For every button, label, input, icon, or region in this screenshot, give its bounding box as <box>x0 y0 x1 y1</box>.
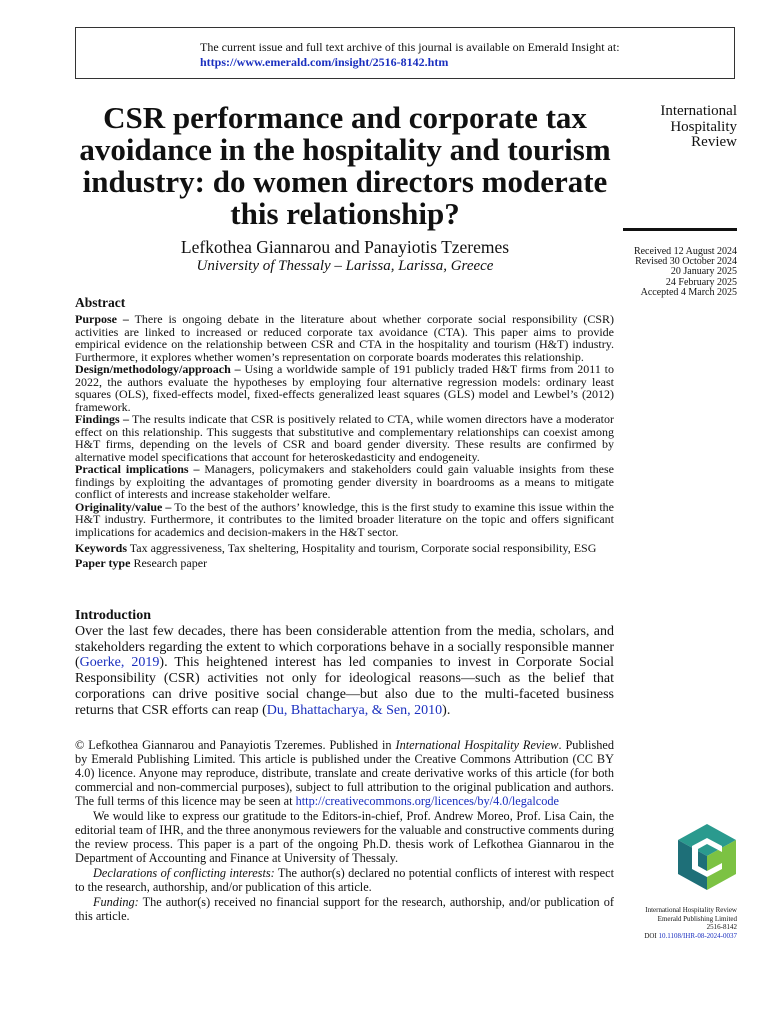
paper-type <box>75 556 614 571</box>
journal-name-line: International <box>660 103 737 119</box>
funding-label: Funding: <box>93 895 139 909</box>
date-revised-2: 20 January 2025 <box>670 266 737 278</box>
footnotes-section <box>75 738 614 923</box>
conflict-label: Declarations of conflicting interests: <box>93 866 275 880</box>
paper-type-value: Research paper <box>130 556 208 570</box>
date-revised-3: 24 February 2025 <box>665 276 737 288</box>
emerald-logo <box>676 822 738 892</box>
introduction-section <box>75 607 614 718</box>
abstract-text: Managers, policymakers and stakeholders could gain valuable insights from these findings by exploiting the advantages of promoting gender diversity in boardrooms as a means to mitigate conflict of interests and increase stakeholder welfare. <box>75 462 614 501</box>
license-note <box>75 738 614 808</box>
keywords-label: Keywords <box>75 541 127 555</box>
license-text: . Published by Emerald Publishing Limited. This article is published under the Creative Commons Attribution (CC BY 4.0) licence. Anyone may reproduce, distribute, translate and create derivative works of this article (for both commercial and non-commercial purposes), subject to full attribution to the original publication and authors. The full terms of this licence may be seen at <box>75 738 614 808</box>
abstract-implications <box>75 463 614 501</box>
abstract-originality <box>75 501 614 539</box>
journal-name-line: Hospitality <box>670 118 737 135</box>
introduction-heading: Introduction <box>75 608 151 623</box>
journal-name-line: Review <box>691 134 737 150</box>
abstract-lead: Design/methodology/approach – <box>75 362 241 376</box>
intro-text: Over the last few decades, there has been considerable attention from the media, scholars, and stakeholders regarding the extent to which corporations behave in a socially responsible manner ( <box>75 624 614 671</box>
conflict-text: The author(s) declared no potential conflicts of interest with respect to the research, authorship, and/or publication of this article. <box>75 866 615 894</box>
intro-text: ). <box>442 702 451 718</box>
pubinfo-doi <box>644 932 737 941</box>
introduction-paragraph <box>75 624 614 718</box>
doi-label: DOI <box>644 931 659 940</box>
keywords-list: Tax aggressiveness, Tax sheltering, Hospitality and tourism, Corporate social responsibility, ESG <box>127 541 597 555</box>
journal-availability-banner <box>75 27 735 79</box>
journal-name <box>660 104 737 151</box>
abstract-lead: Purpose – <box>75 312 129 326</box>
funding-text: The author(s) received no financial support for the research, authorship, and/or publication of this article. <box>75 895 614 923</box>
abstract-heading: Abstract <box>75 295 126 310</box>
pubinfo-journal: International Hospitality Review <box>645 906 737 914</box>
abstract-lead: Practical implications – <box>75 462 200 476</box>
banner-text <box>200 40 620 70</box>
pubinfo-publisher: Emerald Publishing Limited <box>657 914 737 923</box>
abstract-lead: Originality/value – <box>75 499 172 514</box>
date-revised: Revised 30 October 2024 <box>635 256 737 268</box>
abstract-design <box>75 363 614 413</box>
article-history <box>634 247 737 298</box>
author-affiliation: University of Thessaly – Larissa, Larissa, Greece <box>196 258 494 274</box>
paper-title: CSR performance and corporate tax avoidance in the hospitality and tourism industry: do women directors moderate this relationship? <box>79 100 611 231</box>
author-names: Lefkothea Giannarou and Panayiotis Tzeremes <box>180 237 510 257</box>
journal-divider <box>623 228 737 231</box>
banner-line: The current issue and full text archive of this journal is available on Emerald Insight at: <box>200 40 620 54</box>
journal-url-link[interactable]: https://www.emerald.com/insight/2516-8142.htm <box>200 55 449 69</box>
pubinfo-issn: 2516-8142 <box>706 923 737 932</box>
abstract-text: Using a worldwide sample of 191 publicly traded H&T firms from 2011 to 2022, the authors evaluate the hypotheses by employing four alternative regression models: ordinary least squares (OLS), fixed-effects model, fixed-effects generalized least squares (GLS) model and Lewbel’s (2012) framework. <box>75 362 614 414</box>
license-link[interactable]: http://creativecommons.org/licences/by/4.0/legalcode <box>295 794 559 808</box>
abstract-text: To the best of the authors’ knowledge, this is the first study to examine this issue within the H&T industry. Furthermore, it contributes to the limited broader literature on the topic and offers significant implications for academics and decision-makers in the H&T sector. <box>75 499 614 539</box>
abstract-text: The results indicate that CSR is positively related to CTA, while women directors have a moderator effect on this relationship. This suggests that substitutive and complementary relationships can coexist among H&T firms, depending on the levels of CSR and board gender diversity. These results are confirmed by alternative model specifications that account for heteroskedasticity and endogeneity. <box>75 412 614 464</box>
citation-link[interactable]: Goerke, 2019 <box>79 655 160 671</box>
abstract-text: There is ongoing debate in the literature about whether corporate social responsibility (CSR) activities are linked to increased or reduced corporate tax avoidance (CTA). This paper aims to provide empirical evidence on the relationship between CSR and CTA in the hospitality and tourism (H&T) industry. Furthermore, it explores whether women’s representation on corporate boards moderates this relationship. <box>75 312 614 364</box>
doi-link[interactable]: 10.1108/IHR-08-2024-0037 <box>658 931 737 940</box>
keywords <box>75 541 614 556</box>
abstract-purpose <box>75 313 614 363</box>
abstract-section <box>75 294 614 571</box>
intro-text: ). This heightened interest has led companies to invest in Corporate Social Responsibility (CSR) activities not only for ideological reasons—such as the belief that corporations can drive positive social change—but also due to the multi-faceted business returns that CSR efforts can reap ( <box>75 655 614 718</box>
license-text: © Lefkothea Giannarou and Panayiotis Tzeremes. Published in <box>75 738 396 752</box>
abstract-findings <box>75 413 614 463</box>
publication-info <box>644 906 737 940</box>
funding-note <box>75 895 614 923</box>
date-accepted: Accepted 4 March 2025 <box>640 286 737 298</box>
abstract-lead: Findings – <box>75 412 129 426</box>
acknowledgement-note: We would like to express our gratitude to the Editors-in-chief, Prof. Andrew Moreo, Prof. Lisa Cain, the editorial team of IHR, and the three anonymous reviewers for the valuable and constructive comments during the review process. This paper is a part of the ongoing Ph.D. thesis work of Lefkothea Giannarou in the Department of Accounting and Finance at University of Thessaly. <box>75 809 614 865</box>
paper-type-label: Paper type <box>75 556 131 570</box>
citation-link[interactable]: Du, Bhattacharya, & Sen, 2010 <box>266 702 443 718</box>
license-journal-name: International Hospitality Review <box>395 738 559 752</box>
conflict-note <box>75 866 614 894</box>
date-received: Received 12 August 2024 <box>633 246 737 257</box>
